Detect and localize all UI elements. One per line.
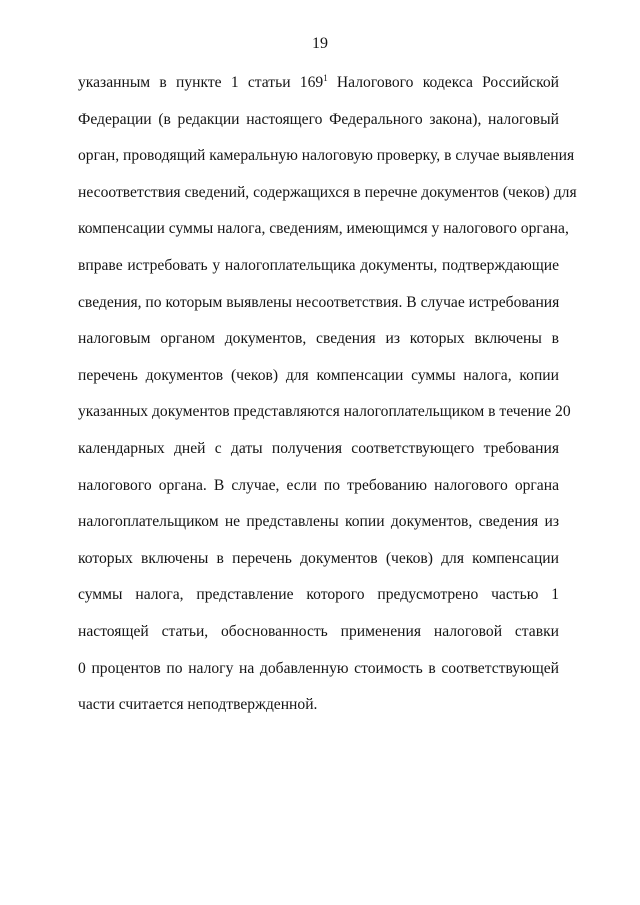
text-line: несоответствия сведений, содержащихся в перечне документов (чеков) для [78, 183, 577, 201]
text-line [78, 70, 559, 107]
text-line: календарных дней с даты получения соответствующего требования [78, 439, 559, 457]
text-line: настоящей статьи, обоснованность применения налоговой ставки [78, 622, 559, 640]
text-line: сведения, по которым выявлены несоответствия. В случае истребования [78, 293, 560, 311]
text-line: указанных документов представляются налогоплательщиком в течение 20 [78, 403, 571, 421]
text-line: Федерации (в редакции настоящего Федерального закона), налоговый [78, 110, 559, 128]
page-number: 19 [312, 35, 328, 52]
text-line: налогового органа. В случае, если по требованию налогового органа [78, 476, 559, 494]
body-paragraph [78, 70, 577, 729]
superscript-article-index: 1 [323, 73, 328, 83]
text-line: вправе истребовать у налогоплательщика документы, подтверждающие [78, 256, 559, 274]
text-line: которых включены в перечень документов (чеков) для компенсации [78, 549, 559, 567]
text-line: налогоплательщиком не представлены копии документов, сведения из [78, 513, 559, 531]
text-line: налоговым органом документов, сведения из которых включены в [78, 330, 559, 348]
text-line: орган, проводящий камеральную налоговую проверку, в случае выявления [78, 147, 575, 165]
text-line-part: указанным в пункте 1 статьи 169 [78, 74, 324, 91]
text-line: компенсации суммы налога, сведениям, имеющимся у налогового органа, [78, 220, 569, 238]
text-line: суммы налога, представление которого предусмотрено частью 1 [78, 586, 559, 604]
text-line: 0 процентов по налогу на добавленную стоимость в соответствующей [78, 659, 559, 677]
text-line-part: Налогового кодекса Российской [327, 74, 559, 91]
text-line: перечень документов (чеков) для компенсации суммы налога, копии [78, 366, 559, 384]
text-line: части считается неподтвержденной. [78, 696, 318, 714]
